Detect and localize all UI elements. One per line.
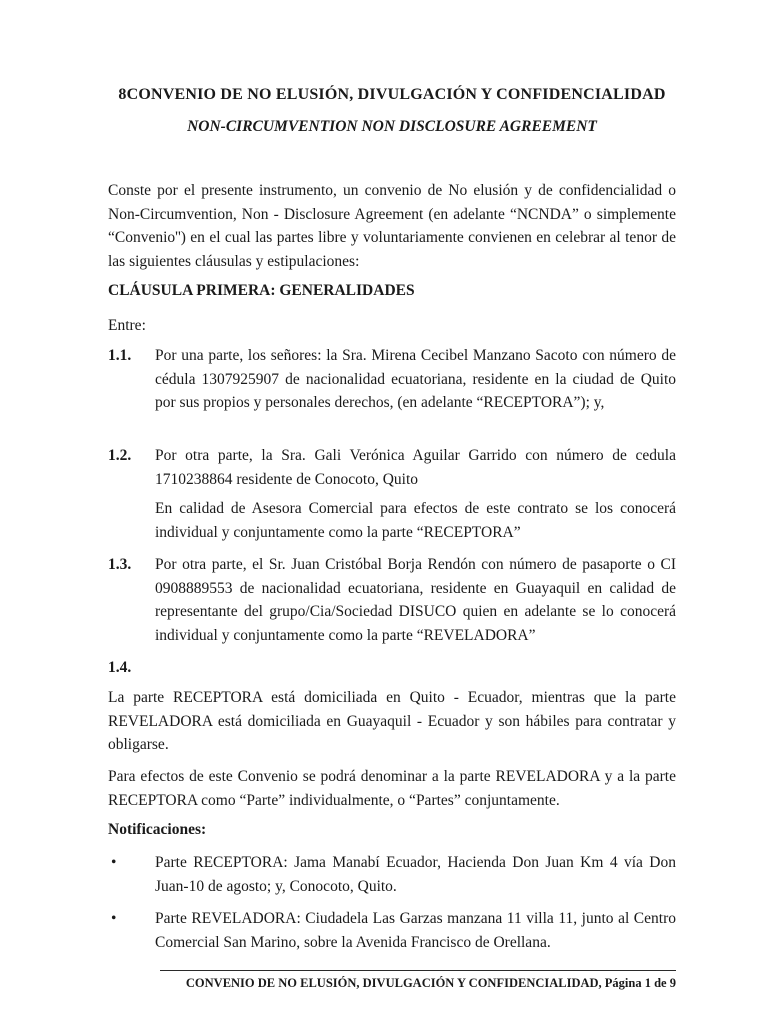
clause-heading: CLÁUSULA PRIMERA: GENERALIDADES xyxy=(108,282,415,299)
clause-text: Por otra parte, la Sra. Gali Verónica Aguilar Garrido con número de cedula 1710238864 residente de Conocoto, Quito xyxy=(155,447,676,488)
clause-1-1 xyxy=(108,344,676,415)
bullet-icon: • xyxy=(111,910,117,927)
entre-label: Entre: xyxy=(108,317,146,334)
parties-paragraph: Para efectos de este Convenio se podrá denominar a la parte REVELADORA y a la parte RECEPTORA como “Parte” individualmente, o “Partes” conjuntamente. xyxy=(108,768,676,809)
notification-item xyxy=(108,907,676,954)
clause-text-extra: En calidad de Asesora Comercial para efectos de este contrato se los conocerá individual y conjuntamente como la parte “RECEPTORA” xyxy=(155,500,676,541)
clause-number: 1.2. xyxy=(108,447,132,464)
clause-number: 1.3. xyxy=(108,556,132,573)
domicile-paragraph: La parte RECEPTORA está domiciliada en Quito - Ecuador, mientras que la parte REVELADORA está domiciliada en Guayaquil - Ecuador y son hábiles para contratar y obligarse. xyxy=(108,689,676,753)
clause-number: 1.4. xyxy=(108,659,132,676)
document-subtitle: NON-CIRCUMVENTION NON DISCLOSURE AGREEMENT xyxy=(187,118,597,135)
clause-1-2 xyxy=(108,444,676,491)
notifications-heading: Notificaciones: xyxy=(108,821,207,838)
clause-text: Por una parte, los señores: la Sra. Mirena Cecibel Manzano Sacoto con número de cédula 1307925907 de nacionalidad ecuatoriana, residente en la ciudad de Quito por sus propios y personales derechos, (en adelante “RECEPTORA”); y, xyxy=(155,347,676,411)
notification-item xyxy=(108,851,676,898)
clause-text: Por otra parte, el Sr. Juan Cristóbal Borja Rendón con número de pasaporte o CI 0908889553 de nacionalidad ecuatoriana, residente en Guayaquil en calidad de representante del grupo/Cia/Sociedad DISUCO quien en adelante se lo conocerá individual y conjuntamente como la parte “REVELADORA” xyxy=(155,556,676,644)
footer-divider xyxy=(160,970,676,971)
bullet-icon: • xyxy=(111,854,117,871)
notification-text: Parte REVELADORA: Ciudadela Las Garzas manzana 11 villa 11, junto al Centro Comercial San Marino, sobre la Avenida Francisco de Orellana. xyxy=(155,910,676,951)
page-footer: CONVENIO DE NO ELUSIÓN, DIVULGACIÓN Y CONFIDENCIALIDAD, Página 1 de 9 xyxy=(185,976,676,990)
document-title: 8CONVENIO DE NO ELUSIÓN, DIVULGACIÓN Y CONFIDENCIALIDAD xyxy=(118,86,666,103)
clause-number: 1.1. xyxy=(108,347,132,364)
intro-paragraph: Conste por el presente instrumento, un convenio de No elusión y de confidencialidad o Non-Circumvention, Non - Disclosure Agreement (en adelante “NCNDA” o simplemente “Convenio'') en el cual las partes libre y voluntariamente convienen en celebrar al tenor de las siguientes cláusulas y estipulaciones: xyxy=(108,182,676,270)
clause-1-3 xyxy=(108,553,676,647)
notification-text: Parte RECEPTORA: Jama Manabí Ecuador, Hacienda Don Juan Km 4 vía Don Juan-10 de agosto; y, Conocoto, Quito. xyxy=(155,854,676,895)
clause-1-2-extra xyxy=(108,497,676,544)
